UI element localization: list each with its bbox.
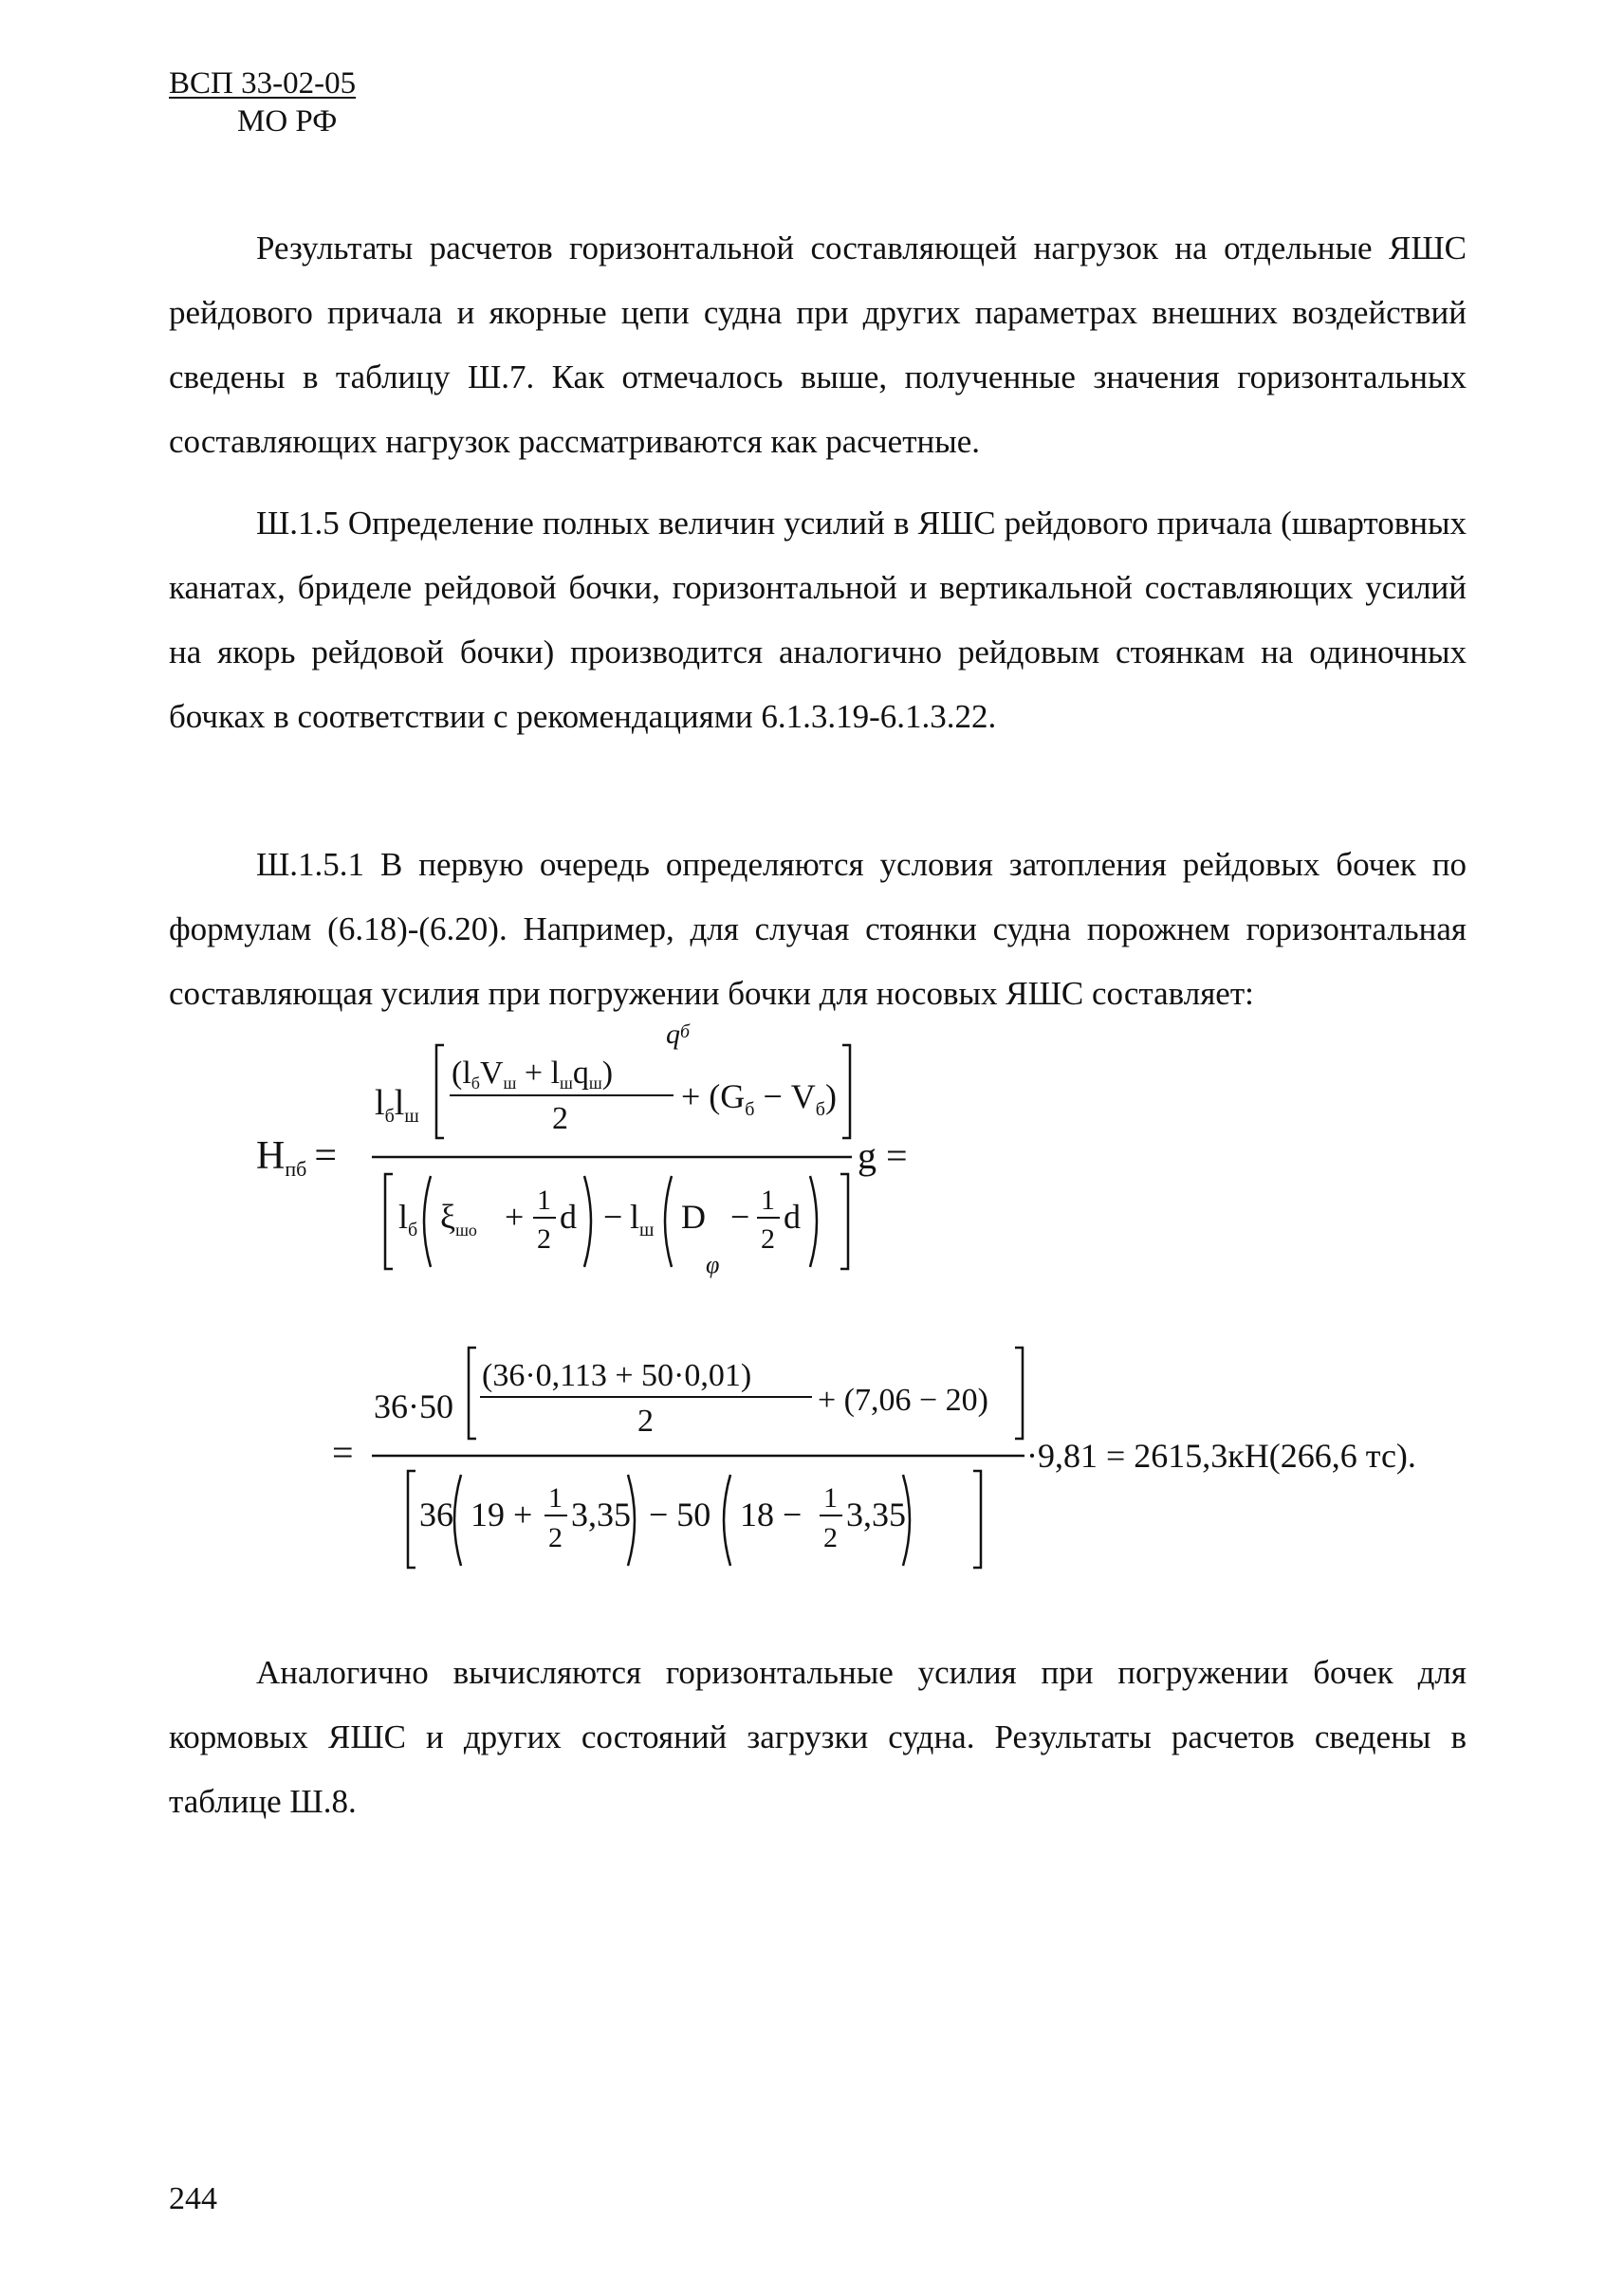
paragraph-analogous: Аналогично вычисляются горизонтальные усилия при погружении бочек для кормовых ЯШС и других состояний загрузки судна. Результаты расчетов сведены в таблице Ш.8. — [169, 1654, 1467, 1820]
formula-numeric-half-den-b: 2 — [823, 1522, 838, 1553]
formula-symbolic-svg — [256, 1019, 920, 1280]
formula-minus-2: − — [730, 1198, 750, 1236]
formula-den-a: $l_б$ — [398, 1198, 418, 1240]
formula-plus: + — [505, 1198, 525, 1236]
document-code: ВСП 33-02-05 — [169, 66, 357, 101]
formula-inner-den: 2 — [552, 1101, 568, 1136]
formula-numeric-eq: = — [332, 1431, 354, 1474]
formula-numeric-half-den-a: 2 — [548, 1522, 563, 1553]
formula-symbolic — [256, 1019, 920, 1280]
formula-numeric-den-a-in2: 3,35 — [571, 1496, 631, 1534]
document-organization: МО РФ — [237, 104, 338, 138]
formula-numeric-den-a-in1: 19 + — [471, 1496, 533, 1534]
formula-half-num-2: 1 — [761, 1185, 775, 1216]
formula-numeric-svg — [332, 1323, 1499, 1579]
formula-inner-top: (lбVш + lшqш) — [452, 1056, 614, 1093]
paragraph-results: Результаты расчетов горизонтальной составляющей нагрузок на отдельные ЯШС рейдового причала и якорные цепи судна при других параметрах внешних воздействий сведены в таблицу Ш.7. Как отмечалось выше, полученные значения горизонтальных составляющих нагрузок рассматриваются как расчетные. — [169, 230, 1467, 460]
handwritten-annotation: $q^б$ — [666, 1019, 691, 1050]
formula-numeric — [332, 1323, 1499, 1579]
formula-numeric-result: ·9,81 = 2615,3кН(266,6 тс). — [1026, 1437, 1416, 1475]
formula-lhs: Hпб = — [256, 1134, 337, 1181]
formula-xi: $\xi_{шо}$ — [440, 1198, 477, 1240]
formula-numeric-inner-den: 2 — [637, 1404, 654, 1439]
formula-g: g = — [858, 1134, 908, 1177]
formula-numeric-den-b-in2: 3,35 — [846, 1496, 906, 1534]
formula-numerator-prefix: $l_бl_ш$ — [375, 1083, 419, 1127]
paragraph-section-1-5-1: Ш.1.5.1 В первую очередь определяются условия затопления рейдовых бочек по формулам (6.18)-(6.20). Например, для случая стоянки судна порожнем горизонтальная составляющая усилия при погружении бочки для носовых ЯШС составляет: — [169, 846, 1467, 1012]
document-header — [169, 64, 356, 140]
formula-half-den-2: 2 — [761, 1223, 775, 1255]
formula-minus: − — [603, 1198, 623, 1236]
formula-numeric-den-a: 36 — [419, 1496, 453, 1534]
formula-d: d — [560, 1198, 577, 1236]
formula-plus-term: + $(G_б - V_б)$ — [681, 1077, 837, 1120]
formula-numeric-half-num-b: 1 — [823, 1482, 838, 1514]
formula-half-num: 1 — [537, 1185, 551, 1216]
formula-numeric-half-num-a: 1 — [548, 1482, 563, 1514]
formula-den-b: $l_ш$ — [630, 1198, 655, 1240]
formula-numeric-minus: − 50 — [649, 1496, 711, 1534]
formula-numeric-plus-term: + (7,06 − 20) — [818, 1383, 988, 1418]
formula-d-2: d — [784, 1198, 801, 1236]
formula-half-den: 2 — [537, 1223, 551, 1255]
formula-phi: φ — [706, 1251, 720, 1278]
formula-numeric-inner-top: (36·0,113 + 50·0,01) — [482, 1358, 752, 1393]
formula-numeric-coef: 36·50 — [374, 1387, 453, 1425]
page-number: 244 — [169, 2181, 217, 2216]
paragraph-section-1-5: Ш.1.5 Определение полных величин усилий в ЯШС рейдового причала (швартовных канатах, бриделе рейдовой бочки, горизонтальной и вертикальной составляющих усилий на якорь рейдовой бочки) производится аналогично рейдовым стоянкам на одиночных бочках в соответствии с рекомендациями 6.1.3.19-6.1.3.22. — [169, 505, 1467, 735]
formula-D: D — [681, 1198, 706, 1236]
formula-numeric-den-b-in1: 18 − — [740, 1496, 803, 1534]
